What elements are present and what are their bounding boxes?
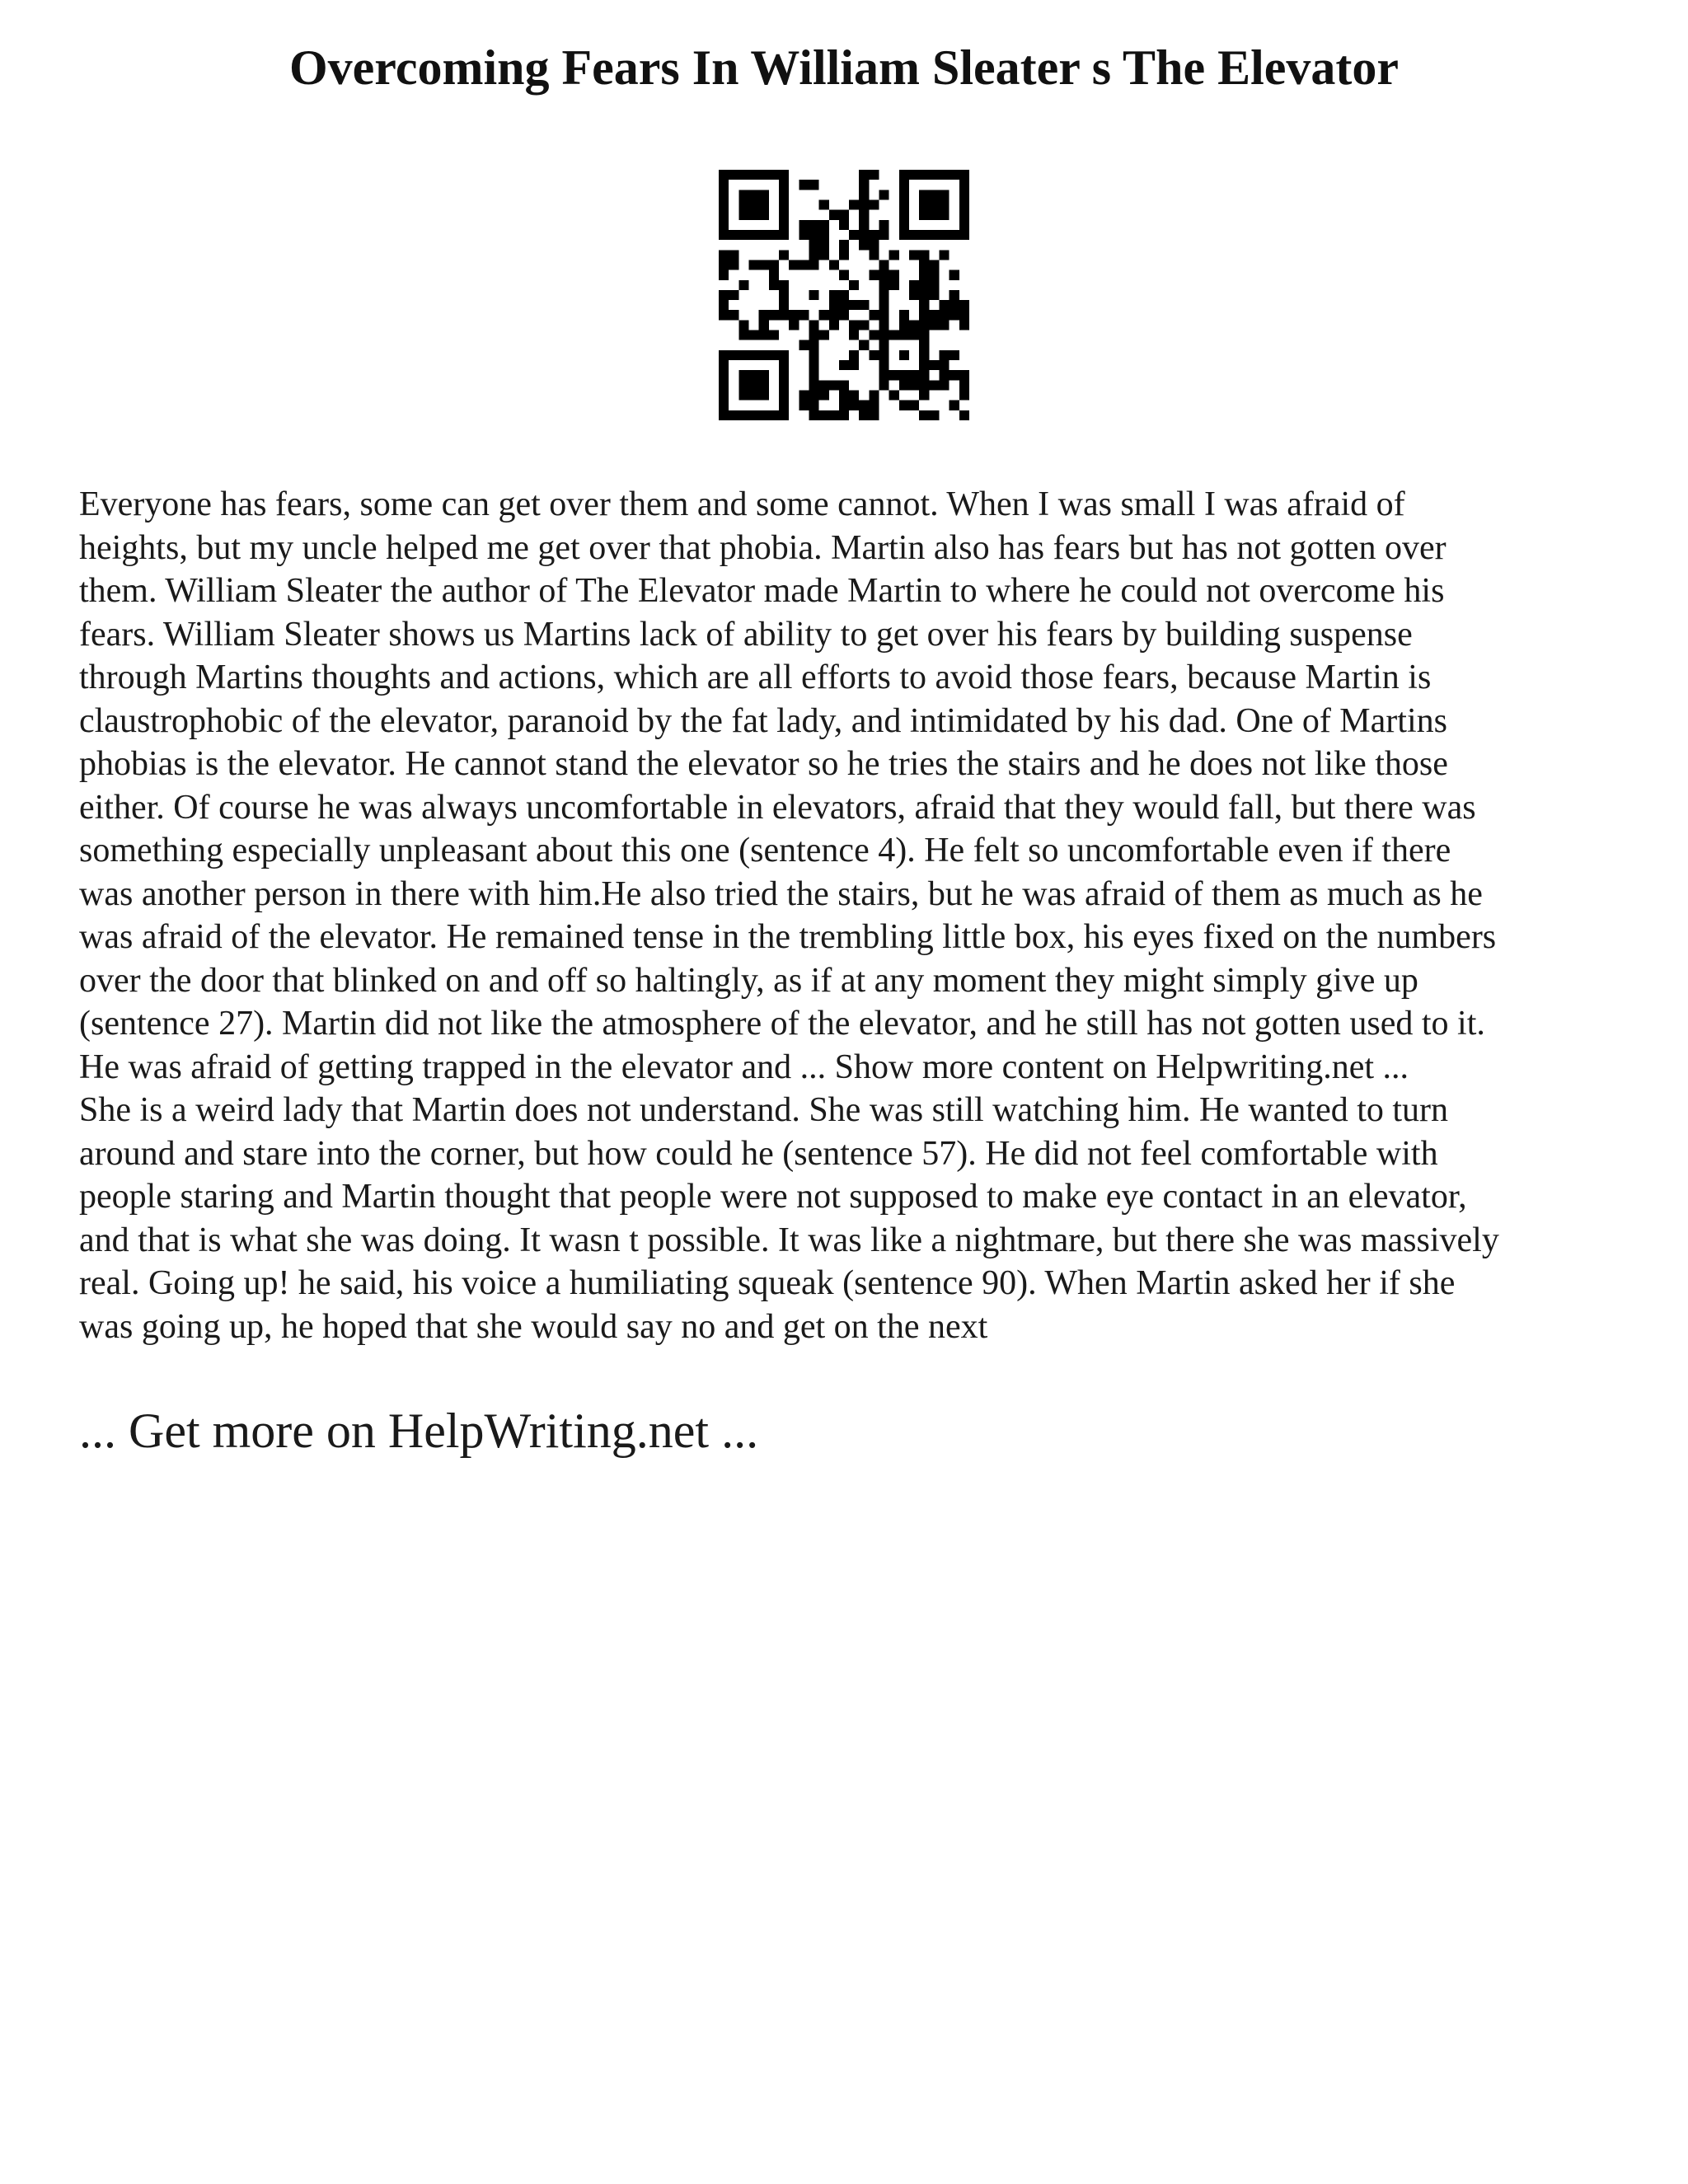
body-line: was afraid of the elevator. He remained tense in the trembling little box, his eyes fixed on the numbers <box>79 918 1497 956</box>
body-line: He was afraid of getting trapped in the elevator and ... Show more content on Helpwriting.net ... <box>79 1047 1409 1086</box>
body-line: through Martins thoughts and actions, which are all efforts to avoid those fears, because Martin is <box>79 658 1432 696</box>
body-line: around and stare into the corner, but how could he (sentence 57). He did not feel comfortable with <box>79 1134 1438 1173</box>
body-line: over the door that blinked on and off so haltingly, as if at any moment they might simply give up <box>79 961 1418 1000</box>
body-line: something especially unpleasant about this one (sentence 4). He felt so uncomfortable even if there <box>79 832 1451 869</box>
body-line: and that is what she was doing. It wasn t possible. It was like a nightmare, but there she was massively <box>79 1221 1499 1259</box>
body-line: phobias is the elevator. He cannot stand the elevator so he tries the stairs and he does not like those <box>79 745 1448 783</box>
body-line: (sentence 27). Martin did not like the atmosphere of the elevator, and he still has not gotten used to it. <box>79 1005 1485 1043</box>
body-line: claustrophobic of the elevator, paranoid by the fat lady, and intimidated by his dad. One of Martins <box>79 701 1447 740</box>
body-line: She is a weird lady that Martin does not understand. She was still watching him. He wanted to turn <box>79 1091 1449 1129</box>
body-line: fears. William Sleater shows us Martins lack of ability to get over his fears by building suspense <box>79 615 1413 654</box>
get-more-link[interactable]: ... Get more on HelpWriting.net ... <box>79 1404 759 1458</box>
body-line: people staring and Martin thought that people were not supposed to make eye contact in an elevator, <box>79 1178 1467 1216</box>
essay-body <box>79 483 1629 1348</box>
body-line: real. Going up! he said, his voice a humiliating squeak (sentence 90). When Martin asked her if she <box>79 1264 1456 1302</box>
body-line: heights, but my uncle helped me get over that phobia. Martin also has fears but has not gotten over <box>79 528 1447 567</box>
qr-code-icon <box>719 170 969 420</box>
body-line: was going up, he hoped that she would say no and get on the next <box>79 1307 988 1346</box>
body-line: Everyone has fears, some can get over them and some cannot. When I was small I was afraid of <box>79 485 1405 523</box>
body-line: them. William Sleater the author of The Elevator made Martin to where he could not overcome his <box>79 572 1445 610</box>
page-title: Overcoming Fears In William Sleater s The Elevator <box>288 40 1399 95</box>
body-line: was another person in there with him.He also tried the stairs, but he was afraid of them as much as he <box>79 874 1483 913</box>
body-line: either. Of course he was always uncomfortable in elevators, afraid that they would fall, but there was <box>79 788 1476 827</box>
